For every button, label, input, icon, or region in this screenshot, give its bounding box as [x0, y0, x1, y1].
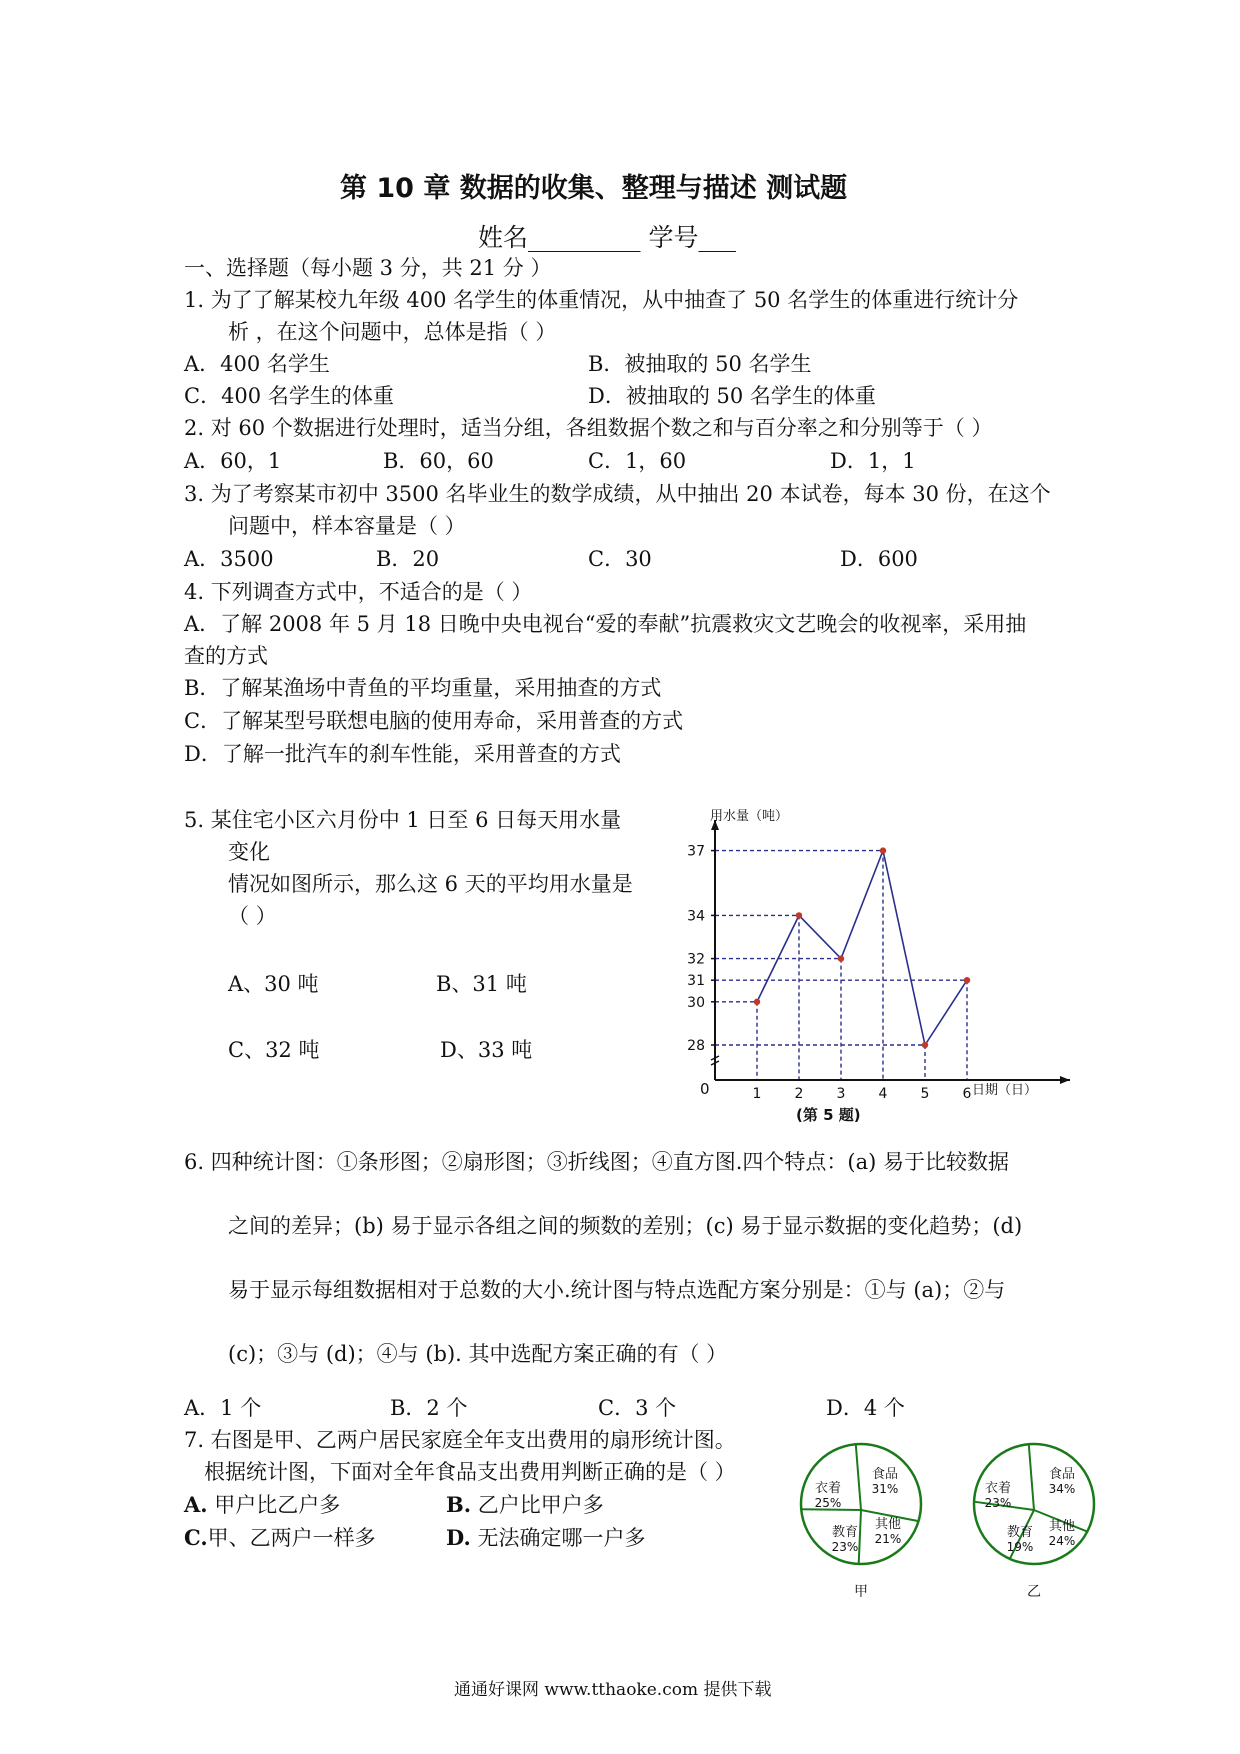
- q1-option-a: A．400 名学生: [184, 352, 330, 376]
- y-axis-title: 用水量（吨）: [710, 809, 789, 824]
- q7-option-a: [184, 1491, 340, 1519]
- q7-option-a-text: 甲户比乙户多: [214, 1493, 341, 1517]
- guide-lines: [715, 851, 967, 1080]
- q4-option-b: B．了解某渔场中青鱼的平均重量，采用抽查的方式: [184, 676, 662, 700]
- pie-slice-name: 其他: [1048, 1519, 1076, 1534]
- q2-stem: 2. 对 60 个数据进行处理时，适当分组，各组数据个数之和与百分率之和分别等于（ ）: [184, 416, 993, 440]
- q7-option-d-text: 无法确定哪一户多: [477, 1526, 646, 1550]
- q3-option-d: D．600: [840, 547, 918, 571]
- x-tick-label: 1: [752, 1086, 762, 1102]
- x-tick-label: 3: [836, 1086, 846, 1102]
- axis-labels: [687, 844, 971, 1102]
- pie-slice-value: 34%: [1048, 1482, 1076, 1496]
- q7-option-b: [446, 1491, 604, 1519]
- q7-option-c-key: C.: [184, 1525, 208, 1550]
- pie-chart-jia: [795, 1436, 935, 1604]
- chart-caption: (第 5 题): [796, 1106, 861, 1124]
- pie-slice-value: 25%: [814, 1496, 842, 1510]
- footer-text: 通通好课网 www.tthaoke.com 提供下载: [454, 1680, 772, 1700]
- pie-yi-label: 乙: [1027, 1584, 1041, 1600]
- pie-slice-name: 食品: [871, 1467, 899, 1482]
- x-axis-title: 日期（日）: [972, 1083, 1038, 1098]
- q5-line-chart: [660, 800, 1080, 1130]
- data-point: [754, 999, 760, 1005]
- q6-option-d: D．4 个: [826, 1396, 905, 1420]
- pie-slice-value: 23%: [831, 1540, 859, 1554]
- q5-option-b: B、31 吨: [436, 972, 527, 996]
- q2-option-c: C．1，60: [588, 449, 687, 473]
- q5-option-d: D、33 吨: [440, 1038, 533, 1062]
- q7-option-d-key: D.: [446, 1525, 471, 1550]
- q1-stem: 1. 为了了解某校九年级 400 名学生的体重情况，从中抽查了 50 名学生的体重进行统计分: [184, 288, 1019, 312]
- q3-option-b: B．20: [376, 547, 440, 571]
- pie-yi-slices: [974, 1444, 1094, 1564]
- pie-slice-value: 21%: [874, 1532, 902, 1546]
- q2-option-d: D．1，1: [830, 449, 916, 473]
- q5-stem-cont: 变化: [228, 840, 270, 864]
- q7-stem-cont: 根据统计图，下面对全年食品支出费用判断正确的是（ ）: [204, 1460, 736, 1484]
- q7-option-b-text: 乙户比甲户多: [477, 1493, 604, 1517]
- water-usage-series: [754, 847, 970, 1048]
- q7-option-d: [446, 1524, 645, 1552]
- q6-stem: 6. 四种统计图：①条形图；②扇形图；③折线图；④直方图.四个特点：(a) 易于比较数据: [184, 1150, 1009, 1174]
- data-point: [880, 847, 886, 853]
- y-tick-label: 32: [687, 951, 705, 968]
- y-tick-label: 34: [687, 908, 705, 925]
- q1-stem-cont: 析 ，在这个问题中，总体是指（ ）: [228, 320, 557, 344]
- q2-option-b: B．60，60: [383, 449, 494, 473]
- q6-option-b: B．2 个: [390, 1396, 468, 1420]
- series-line: [757, 851, 967, 1045]
- data-point: [838, 955, 844, 961]
- pie-slice-name: 食品: [1048, 1467, 1076, 1482]
- data-point: [922, 1042, 928, 1048]
- q5-stem: 5. 某住宅小区六月份中 1 日至 6 日每天用水量: [184, 808, 622, 832]
- q1-option-b: B．被抽取的 50 名学生: [588, 352, 812, 376]
- origin-label: 0: [700, 1080, 710, 1098]
- pie-chart-yi: [958, 1436, 1098, 1604]
- q6-stem-cont2: 易于显示每组数据相对于总数的大小.统计图与特点选配方案分别是：①与 (a)；②与: [228, 1278, 1006, 1302]
- q4-stem: 4. 下列调查方式中，不适合的是（ ）: [184, 580, 533, 604]
- student-info-line: 姓名_________ 学号___: [478, 223, 736, 252]
- q7-stem: 7. 右图是甲、乙两户居民家庭全年支出费用的扇形统计图。: [184, 1428, 736, 1452]
- q6-option-c: C．3 个: [598, 1396, 677, 1420]
- q5-stem-cont2: 情况如图所示，那么这 6 天的平均用水量是: [228, 872, 633, 896]
- x-axis-arrow: [1060, 1076, 1070, 1084]
- q3-stem: 3. 为了考察某市初中 3500 名毕业生的数学成绩，从中抽出 20 本试卷，每本 30 份，在这个: [184, 482, 1051, 506]
- pie-jia-label: 甲: [854, 1584, 868, 1600]
- data-point: [796, 912, 802, 918]
- pie-slice-name: 衣着: [814, 1481, 842, 1496]
- pie-slice-name: 衣着: [984, 1481, 1012, 1496]
- pie-slice-value: 23%: [984, 1496, 1012, 1510]
- q6-stem-cont: 之间的差异；(b) 易于显示各组之间的频数的差别；(c) 易于显示数据的变化趋势；(d): [228, 1214, 1023, 1238]
- x-tick-label: 6: [962, 1086, 972, 1102]
- y-tick-label: 37: [687, 843, 705, 860]
- pie-slice-value: 31%: [871, 1482, 899, 1496]
- y-tick-label: 30: [687, 994, 705, 1011]
- pie-jia-slices: [801, 1444, 921, 1564]
- x-tick-label: 2: [794, 1086, 804, 1102]
- q3-option-c: C．30: [588, 547, 652, 571]
- q5-answer-blank: （ ）: [228, 904, 277, 928]
- y-tick-label: 31: [687, 973, 705, 990]
- pie-slice-name: 教育: [1006, 1525, 1034, 1540]
- q1-option-c: C．400 名学生的体重: [184, 384, 394, 408]
- q6-stem-cont3: (c)；③与 (d)；④与 (b). 其中选配方案正确的有（ ）: [228, 1342, 728, 1366]
- q7-option-c: [184, 1524, 376, 1552]
- q1-option-d: D．被抽取的 50 名学生的体重: [588, 384, 876, 408]
- q7-option-c-text: 甲、乙两户一样多: [207, 1526, 376, 1550]
- page-title: 第 10 章 数据的收集、整理与描述 测试题: [340, 173, 848, 204]
- q5-option-c: C、32 吨: [228, 1038, 320, 1062]
- q4-option-d: D．了解一批汽车的刹车性能，采用普查的方式: [184, 742, 621, 766]
- q7-option-a-key: A.: [184, 1492, 208, 1517]
- q7-option-b-key: B.: [446, 1492, 472, 1517]
- q5-option-a: A、30 吨: [228, 972, 319, 996]
- q6-option-a: A．1 个: [184, 1396, 262, 1420]
- y-tick-label: 28: [687, 1038, 705, 1054]
- q4-option-a-cont: 查的方式: [184, 644, 268, 668]
- x-tick-label: 4: [878, 1086, 888, 1102]
- data-point: [964, 977, 970, 983]
- q4-option-a: A．了解 2008 年 5 月 18 日晚中央电视台“爱的奉献”抗震救灾文艺晚会的收视率，采用抽: [184, 612, 1027, 636]
- pie-slice-name: 教育: [831, 1525, 859, 1540]
- pie-slice-value: 19%: [1006, 1540, 1034, 1554]
- q3-option-a: A．3500: [184, 547, 274, 571]
- q2-option-a: A．60，1: [184, 449, 282, 473]
- section-heading: 一、选择题（每小题 3 分，共 21 分 ）: [184, 256, 552, 280]
- q4-option-c: C．了解某型号联想电脑的使用寿命，采用普查的方式: [184, 709, 684, 733]
- x-tick-label: 5: [920, 1086, 930, 1102]
- pie-slice-name: 其他: [874, 1517, 902, 1532]
- q3-stem-cont: 问题中，样本容量是（ ）: [228, 514, 466, 538]
- pie-slice-value: 24%: [1048, 1534, 1076, 1548]
